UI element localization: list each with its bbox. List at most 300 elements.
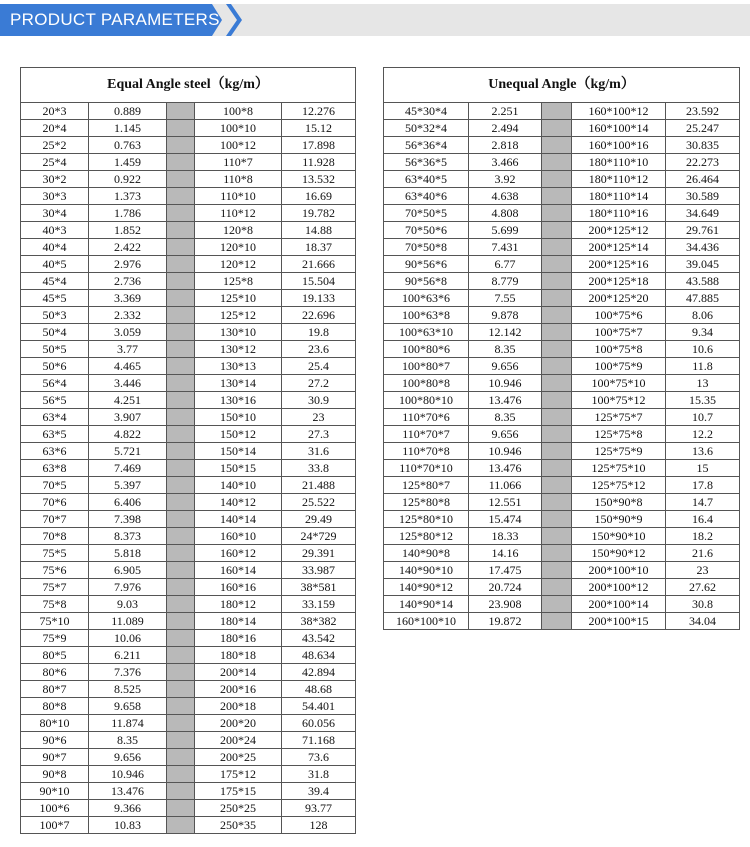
size-a-cell: 160*100*10 bbox=[384, 613, 469, 630]
divider-cell bbox=[167, 307, 195, 324]
table-row bbox=[21, 256, 356, 273]
size-a-cell: 50*3 bbox=[21, 307, 89, 324]
size-a-cell: 45*4 bbox=[21, 273, 89, 290]
weight-a-cell: 3.907 bbox=[89, 409, 167, 426]
weight-b-cell: 21.6 bbox=[666, 545, 740, 562]
size-b-cell: 125*75*9 bbox=[572, 443, 666, 460]
weight-b-cell: 71.168 bbox=[282, 732, 356, 749]
size-a-cell: 30*3 bbox=[21, 188, 89, 205]
unequal-angle-table bbox=[383, 67, 740, 630]
weight-a-cell: 0.889 bbox=[89, 103, 167, 120]
size-b-cell: 200*100*12 bbox=[572, 579, 666, 596]
weight-a-cell: 1.373 bbox=[89, 188, 167, 205]
weight-b-cell: 23.592 bbox=[666, 103, 740, 120]
size-a-cell: 40*4 bbox=[21, 239, 89, 256]
weight-b-cell: 38*382 bbox=[282, 613, 356, 630]
weight-b-cell: 17.8 bbox=[666, 477, 740, 494]
divider-cell bbox=[167, 817, 195, 834]
section-title: PRODUCT PARAMETERS bbox=[10, 10, 220, 29]
divider-cell bbox=[167, 698, 195, 715]
size-b-cell: 120*10 bbox=[195, 239, 282, 256]
weight-a-cell: 2.251 bbox=[469, 103, 542, 120]
weight-a-cell: 8.35 bbox=[469, 341, 542, 358]
weight-a-cell: 1.786 bbox=[89, 205, 167, 222]
table-row bbox=[21, 290, 356, 307]
size-a-cell: 100*63*8 bbox=[384, 307, 469, 324]
divider-cell bbox=[542, 188, 572, 205]
weight-b-cell: 24*729 bbox=[282, 528, 356, 545]
size-b-cell: 250*25 bbox=[195, 800, 282, 817]
table-row bbox=[21, 511, 356, 528]
weight-b-cell: 18.37 bbox=[282, 239, 356, 256]
size-a-cell: 80*10 bbox=[21, 715, 89, 732]
table-row bbox=[384, 528, 740, 545]
size-b-cell: 100*75*6 bbox=[572, 307, 666, 324]
table-row bbox=[21, 154, 356, 171]
divider-cell bbox=[167, 460, 195, 477]
weight-b-cell: 13.6 bbox=[666, 443, 740, 460]
divider-cell bbox=[542, 358, 572, 375]
table-row bbox=[384, 511, 740, 528]
weight-b-cell: 12.2 bbox=[666, 426, 740, 443]
divider-cell bbox=[542, 290, 572, 307]
weight-a-cell: 9.878 bbox=[469, 307, 542, 324]
table-row bbox=[384, 239, 740, 256]
divider-cell bbox=[167, 783, 195, 800]
table-row bbox=[384, 494, 740, 511]
weight-b-cell: 11.928 bbox=[282, 154, 356, 171]
divider-cell bbox=[542, 341, 572, 358]
size-b-cell: 200*100*14 bbox=[572, 596, 666, 613]
size-a-cell: 90*7 bbox=[21, 749, 89, 766]
weight-a-cell: 5.721 bbox=[89, 443, 167, 460]
size-a-cell: 100*80*7 bbox=[384, 358, 469, 375]
divider-cell bbox=[542, 256, 572, 273]
weight-a-cell: 19.872 bbox=[469, 613, 542, 630]
weight-b-cell: 54.401 bbox=[282, 698, 356, 715]
weight-a-cell: 9.03 bbox=[89, 596, 167, 613]
weight-b-cell: 34.04 bbox=[666, 613, 740, 630]
divider-cell bbox=[167, 426, 195, 443]
weight-b-cell: 23.6 bbox=[282, 341, 356, 358]
size-a-cell: 70*5 bbox=[21, 477, 89, 494]
weight-b-cell: 22.273 bbox=[666, 154, 740, 171]
table-row bbox=[21, 817, 356, 834]
divider-cell bbox=[167, 188, 195, 205]
size-b-cell: 160*10 bbox=[195, 528, 282, 545]
size-b-cell: 200*125*16 bbox=[572, 256, 666, 273]
weight-a-cell: 1.852 bbox=[89, 222, 167, 239]
weight-b-cell: 10.6 bbox=[666, 341, 740, 358]
weight-a-cell: 2.736 bbox=[89, 273, 167, 290]
divider-cell bbox=[542, 222, 572, 239]
table-row bbox=[21, 341, 356, 358]
table-row bbox=[384, 103, 740, 120]
table-row bbox=[384, 205, 740, 222]
weight-b-cell: 12.276 bbox=[282, 103, 356, 120]
divider-cell bbox=[542, 137, 572, 154]
weight-a-cell: 10.946 bbox=[469, 375, 542, 392]
weight-b-cell: 19.8 bbox=[282, 324, 356, 341]
size-b-cell: 200*125*14 bbox=[572, 239, 666, 256]
table-row bbox=[21, 273, 356, 290]
table-row bbox=[384, 613, 740, 630]
table-row bbox=[384, 460, 740, 477]
divider-cell bbox=[167, 392, 195, 409]
weight-b-cell: 13.532 bbox=[282, 171, 356, 188]
weight-a-cell: 18.33 bbox=[469, 528, 542, 545]
size-b-cell: 100*8 bbox=[195, 103, 282, 120]
equal-angle-title: Equal Angle steel（kg/m） bbox=[21, 68, 356, 103]
size-b-cell: 140*12 bbox=[195, 494, 282, 511]
table-row bbox=[21, 562, 356, 579]
weight-a-cell: 4.808 bbox=[469, 205, 542, 222]
weight-a-cell: 9.656 bbox=[89, 749, 167, 766]
size-b-cell: 250*35 bbox=[195, 817, 282, 834]
divider-cell bbox=[542, 392, 572, 409]
table-row bbox=[21, 460, 356, 477]
divider-cell bbox=[167, 511, 195, 528]
weight-b-cell: 30.8 bbox=[666, 596, 740, 613]
weight-a-cell: 6.905 bbox=[89, 562, 167, 579]
table-row bbox=[21, 494, 356, 511]
size-a-cell: 100*7 bbox=[21, 817, 89, 834]
size-b-cell: 180*110*16 bbox=[572, 205, 666, 222]
size-a-cell: 140*90*14 bbox=[384, 596, 469, 613]
size-b-cell: 200*100*10 bbox=[572, 562, 666, 579]
size-b-cell: 100*12 bbox=[195, 137, 282, 154]
size-b-cell: 125*75*12 bbox=[572, 477, 666, 494]
size-a-cell: 40*3 bbox=[21, 222, 89, 239]
table-row bbox=[21, 103, 356, 120]
table-row bbox=[21, 749, 356, 766]
table-row bbox=[21, 630, 356, 647]
weight-b-cell: 31.8 bbox=[282, 766, 356, 783]
table-row bbox=[384, 579, 740, 596]
weight-a-cell: 8.525 bbox=[89, 681, 167, 698]
divider-cell bbox=[167, 715, 195, 732]
size-a-cell: 110*70*7 bbox=[384, 426, 469, 443]
weight-a-cell: 9.366 bbox=[89, 800, 167, 817]
divider-cell bbox=[167, 545, 195, 562]
table-row bbox=[384, 477, 740, 494]
weight-b-cell: 48.68 bbox=[282, 681, 356, 698]
divider-cell bbox=[167, 375, 195, 392]
weight-b-cell: 8.06 bbox=[666, 307, 740, 324]
size-b-cell: 160*100*16 bbox=[572, 137, 666, 154]
weight-a-cell: 6.406 bbox=[89, 494, 167, 511]
size-b-cell: 110*8 bbox=[195, 171, 282, 188]
table-row bbox=[21, 664, 356, 681]
table-row bbox=[21, 698, 356, 715]
size-a-cell: 75*6 bbox=[21, 562, 89, 579]
size-b-cell: 200*125*20 bbox=[572, 290, 666, 307]
divider-cell bbox=[167, 324, 195, 341]
size-b-cell: 200*25 bbox=[195, 749, 282, 766]
size-a-cell: 125*80*8 bbox=[384, 494, 469, 511]
divider-cell bbox=[167, 256, 195, 273]
weight-a-cell: 0.763 bbox=[89, 137, 167, 154]
weight-a-cell: 10.946 bbox=[469, 443, 542, 460]
weight-a-cell: 10.83 bbox=[89, 817, 167, 834]
size-a-cell: 30*4 bbox=[21, 205, 89, 222]
size-b-cell: 100*75*8 bbox=[572, 341, 666, 358]
size-a-cell: 110*70*8 bbox=[384, 443, 469, 460]
divider-cell bbox=[167, 749, 195, 766]
size-b-cell: 130*12 bbox=[195, 341, 282, 358]
weight-a-cell: 10.06 bbox=[89, 630, 167, 647]
weight-b-cell: 25.247 bbox=[666, 120, 740, 137]
size-a-cell: 140*90*8 bbox=[384, 545, 469, 562]
weight-b-cell: 27.62 bbox=[666, 579, 740, 596]
weight-b-cell: 11.8 bbox=[666, 358, 740, 375]
weight-a-cell: 11.066 bbox=[469, 477, 542, 494]
weight-b-cell: 19.782 bbox=[282, 205, 356, 222]
table-row bbox=[384, 375, 740, 392]
divider-cell bbox=[542, 171, 572, 188]
equal-angle-rows bbox=[21, 103, 356, 834]
size-a-cell: 50*5 bbox=[21, 341, 89, 358]
divider-cell bbox=[542, 307, 572, 324]
divider-cell bbox=[542, 477, 572, 494]
weight-b-cell: 17.898 bbox=[282, 137, 356, 154]
table-row bbox=[384, 409, 740, 426]
size-b-cell: 180*14 bbox=[195, 613, 282, 630]
size-a-cell: 125*80*7 bbox=[384, 477, 469, 494]
table-row bbox=[384, 290, 740, 307]
weight-b-cell: 18.2 bbox=[666, 528, 740, 545]
table-row bbox=[384, 443, 740, 460]
weight-a-cell: 3.446 bbox=[89, 375, 167, 392]
size-a-cell: 100*63*10 bbox=[384, 324, 469, 341]
divider-cell bbox=[542, 120, 572, 137]
size-b-cell: 200*16 bbox=[195, 681, 282, 698]
weight-a-cell: 4.638 bbox=[469, 188, 542, 205]
size-a-cell: 63*4 bbox=[21, 409, 89, 426]
size-a-cell: 70*50*5 bbox=[384, 205, 469, 222]
weight-b-cell: 33.8 bbox=[282, 460, 356, 477]
size-a-cell: 40*5 bbox=[21, 256, 89, 273]
size-b-cell: 110*10 bbox=[195, 188, 282, 205]
weight-a-cell: 8.373 bbox=[89, 528, 167, 545]
size-b-cell: 150*90*8 bbox=[572, 494, 666, 511]
size-b-cell: 125*75*8 bbox=[572, 426, 666, 443]
size-b-cell: 160*14 bbox=[195, 562, 282, 579]
table-row bbox=[21, 205, 356, 222]
size-b-cell: 150*12 bbox=[195, 426, 282, 443]
size-b-cell: 200*14 bbox=[195, 664, 282, 681]
size-a-cell: 63*6 bbox=[21, 443, 89, 460]
weight-b-cell: 16.69 bbox=[282, 188, 356, 205]
size-a-cell: 70*50*6 bbox=[384, 222, 469, 239]
table-row bbox=[21, 324, 356, 341]
size-a-cell: 75*7 bbox=[21, 579, 89, 596]
size-a-cell: 100*80*8 bbox=[384, 375, 469, 392]
size-a-cell: 75*10 bbox=[21, 613, 89, 630]
table-row bbox=[384, 562, 740, 579]
table-row bbox=[21, 375, 356, 392]
weight-b-cell: 23 bbox=[282, 409, 356, 426]
weight-a-cell: 7.469 bbox=[89, 460, 167, 477]
weight-a-cell: 3.466 bbox=[469, 154, 542, 171]
weight-a-cell: 2.332 bbox=[89, 307, 167, 324]
divider-cell bbox=[167, 800, 195, 817]
size-a-cell: 110*70*6 bbox=[384, 409, 469, 426]
divider-cell bbox=[542, 273, 572, 290]
size-b-cell: 200*100*15 bbox=[572, 613, 666, 630]
divider-cell bbox=[167, 732, 195, 749]
size-b-cell: 200*24 bbox=[195, 732, 282, 749]
weight-a-cell: 10.946 bbox=[89, 766, 167, 783]
divider-cell bbox=[542, 205, 572, 222]
divider-cell bbox=[167, 562, 195, 579]
divider-cell bbox=[542, 443, 572, 460]
size-b-cell: 150*10 bbox=[195, 409, 282, 426]
unequal-angle-title: Unequal Angle（kg/m） bbox=[384, 68, 740, 103]
size-a-cell: 140*90*12 bbox=[384, 579, 469, 596]
table-row bbox=[21, 596, 356, 613]
size-b-cell: 120*12 bbox=[195, 256, 282, 273]
size-b-cell: 175*15 bbox=[195, 783, 282, 800]
size-a-cell: 56*4 bbox=[21, 375, 89, 392]
size-a-cell: 90*8 bbox=[21, 766, 89, 783]
divider-cell bbox=[167, 664, 195, 681]
table-row bbox=[21, 171, 356, 188]
table-row bbox=[21, 800, 356, 817]
table-row bbox=[21, 545, 356, 562]
weight-a-cell: 6.77 bbox=[469, 256, 542, 273]
weight-a-cell: 7.976 bbox=[89, 579, 167, 596]
size-a-cell: 100*6 bbox=[21, 800, 89, 817]
weight-b-cell: 29.391 bbox=[282, 545, 356, 562]
size-b-cell: 130*10 bbox=[195, 324, 282, 341]
size-a-cell: 25*2 bbox=[21, 137, 89, 154]
weight-a-cell: 14.16 bbox=[469, 545, 542, 562]
table-row bbox=[21, 239, 356, 256]
weight-a-cell: 11.874 bbox=[89, 715, 167, 732]
weight-a-cell: 4.251 bbox=[89, 392, 167, 409]
weight-a-cell: 11.089 bbox=[89, 613, 167, 630]
weight-a-cell: 7.398 bbox=[89, 511, 167, 528]
size-b-cell: 125*75*7 bbox=[572, 409, 666, 426]
size-a-cell: 125*80*12 bbox=[384, 528, 469, 545]
weight-b-cell: 48.634 bbox=[282, 647, 356, 664]
table-row bbox=[384, 154, 740, 171]
size-b-cell: 150*90*10 bbox=[572, 528, 666, 545]
weight-b-cell: 43.542 bbox=[282, 630, 356, 647]
size-b-cell: 175*12 bbox=[195, 766, 282, 783]
weight-a-cell: 9.658 bbox=[89, 698, 167, 715]
size-a-cell: 80*5 bbox=[21, 647, 89, 664]
divider-cell bbox=[167, 341, 195, 358]
table-row bbox=[21, 732, 356, 749]
size-a-cell: 100*63*6 bbox=[384, 290, 469, 307]
size-a-cell: 80*6 bbox=[21, 664, 89, 681]
weight-b-cell: 30.589 bbox=[666, 188, 740, 205]
divider-cell bbox=[542, 494, 572, 511]
weight-b-cell: 15.504 bbox=[282, 273, 356, 290]
table-row bbox=[384, 137, 740, 154]
size-a-cell: 63*8 bbox=[21, 460, 89, 477]
size-b-cell: 200*18 bbox=[195, 698, 282, 715]
size-a-cell: 30*2 bbox=[21, 171, 89, 188]
weight-a-cell: 2.422 bbox=[89, 239, 167, 256]
weight-b-cell: 10.7 bbox=[666, 409, 740, 426]
weight-a-cell: 1.459 bbox=[89, 154, 167, 171]
weight-a-cell: 15.474 bbox=[469, 511, 542, 528]
divider-cell bbox=[167, 613, 195, 630]
weight-a-cell: 5.397 bbox=[89, 477, 167, 494]
weight-b-cell: 93.77 bbox=[282, 800, 356, 817]
size-a-cell: 75*5 bbox=[21, 545, 89, 562]
size-a-cell: 70*50*8 bbox=[384, 239, 469, 256]
size-b-cell: 200*125*12 bbox=[572, 222, 666, 239]
table-row bbox=[384, 120, 740, 137]
size-a-cell: 25*4 bbox=[21, 154, 89, 171]
divider-cell bbox=[167, 239, 195, 256]
size-b-cell: 140*14 bbox=[195, 511, 282, 528]
table-row bbox=[21, 613, 356, 630]
size-a-cell: 45*30*4 bbox=[384, 103, 469, 120]
weight-b-cell: 15.12 bbox=[282, 120, 356, 137]
weight-a-cell: 7.376 bbox=[89, 664, 167, 681]
weight-b-cell: 26.464 bbox=[666, 171, 740, 188]
divider-cell bbox=[542, 375, 572, 392]
table-row bbox=[21, 681, 356, 698]
weight-b-cell: 22.696 bbox=[282, 307, 356, 324]
weight-a-cell: 23.908 bbox=[469, 596, 542, 613]
divider-cell bbox=[167, 273, 195, 290]
divider-cell bbox=[167, 154, 195, 171]
weight-a-cell: 2.494 bbox=[469, 120, 542, 137]
size-a-cell: 20*3 bbox=[21, 103, 89, 120]
weight-b-cell: 31.6 bbox=[282, 443, 356, 460]
weight-a-cell: 12.142 bbox=[469, 324, 542, 341]
divider-cell bbox=[167, 528, 195, 545]
size-a-cell: 45*5 bbox=[21, 290, 89, 307]
table-row bbox=[384, 324, 740, 341]
table-row bbox=[384, 426, 740, 443]
table-row bbox=[21, 715, 356, 732]
divider-cell bbox=[167, 477, 195, 494]
table-row bbox=[21, 647, 356, 664]
weight-b-cell: 43.588 bbox=[666, 273, 740, 290]
divider-cell bbox=[542, 596, 572, 613]
size-a-cell: 56*36*4 bbox=[384, 137, 469, 154]
size-a-cell: 110*70*10 bbox=[384, 460, 469, 477]
weight-b-cell: 47.885 bbox=[666, 290, 740, 307]
table-row bbox=[21, 477, 356, 494]
weight-b-cell: 73.6 bbox=[282, 749, 356, 766]
weight-b-cell: 14.7 bbox=[666, 494, 740, 511]
weight-b-cell: 39.045 bbox=[666, 256, 740, 273]
divider-cell bbox=[542, 103, 572, 120]
size-b-cell: 200*20 bbox=[195, 715, 282, 732]
size-b-cell: 160*100*12 bbox=[572, 103, 666, 120]
divider-cell bbox=[167, 222, 195, 239]
table-row bbox=[21, 783, 356, 800]
divider-cell bbox=[167, 596, 195, 613]
size-b-cell: 125*8 bbox=[195, 273, 282, 290]
weight-b-cell: 25.4 bbox=[282, 358, 356, 375]
divider-cell bbox=[167, 358, 195, 375]
size-b-cell: 125*12 bbox=[195, 307, 282, 324]
size-a-cell: 20*4 bbox=[21, 120, 89, 137]
weight-b-cell: 34.649 bbox=[666, 205, 740, 222]
table-row bbox=[21, 222, 356, 239]
size-a-cell: 63*40*5 bbox=[384, 171, 469, 188]
size-a-cell: 50*32*4 bbox=[384, 120, 469, 137]
